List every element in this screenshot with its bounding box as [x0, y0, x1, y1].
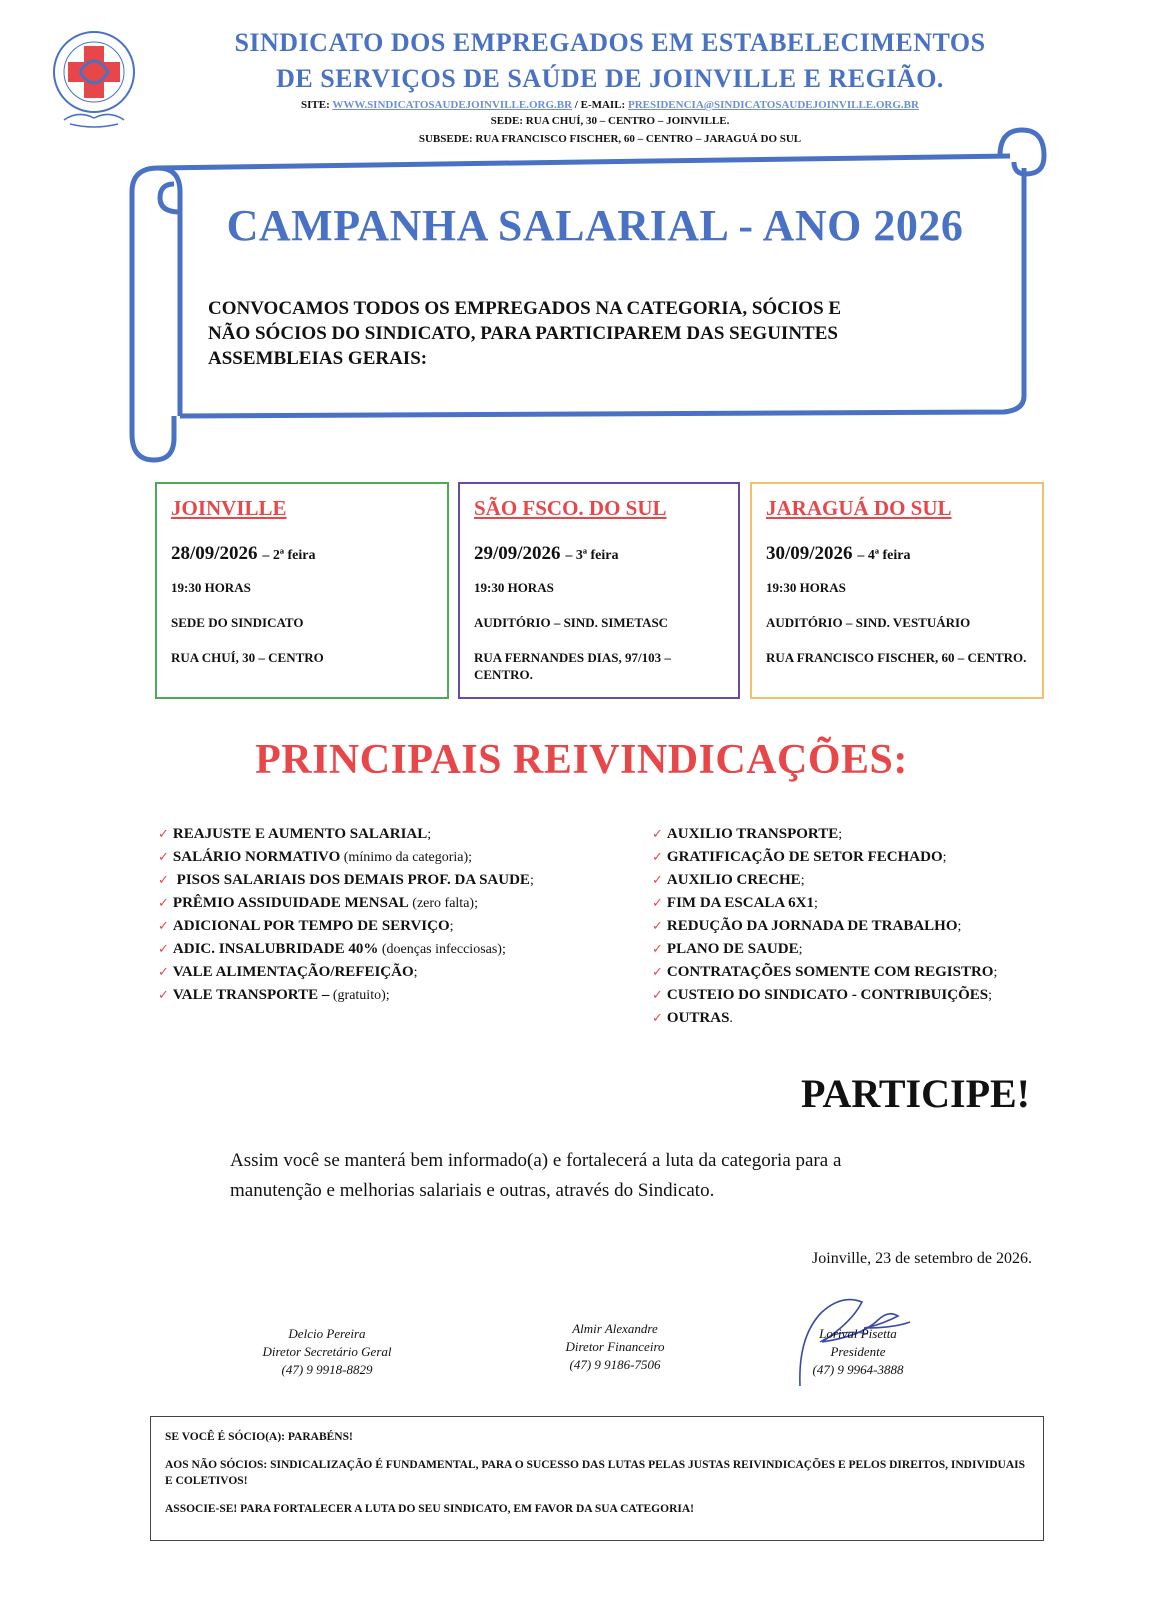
assembly-date: 28/09/2026 – 2ª feira — [171, 543, 316, 564]
claim-item — [652, 938, 997, 961]
notice-line: ASSOCIE-SE! PARA FORTALECER A LUTA DO SEU SINDICATO, EM FAVOR DA SUA CATEGORIA! — [165, 1503, 694, 1515]
email-label: / E-MAIL: — [574, 99, 626, 111]
signatory-name: Lorival Pisetta — [819, 1326, 897, 1341]
claim-note: ; — [988, 988, 992, 1003]
claim-text: GRATIFICAÇÃO DE SETOR FECHADO — [666, 849, 943, 865]
claim-item — [158, 938, 534, 961]
claim-text: VALE TRANSPORTE – — [172, 987, 330, 1003]
claim-note: ; — [427, 827, 432, 842]
claim-text: PRÊMIO ASSIDUIDADE MENSAL — [172, 895, 409, 911]
check-icon: ✓ — [652, 896, 663, 911]
check-icon: ✓ — [158, 827, 169, 842]
claim-item — [158, 961, 534, 984]
claims-list-left — [158, 823, 534, 1007]
claim-note: ; — [800, 873, 805, 888]
claim-text: VALE ALIMENTAÇÃO/REFEIÇÃO — [172, 964, 414, 980]
assembly-time: 19:30 HORAS — [474, 580, 554, 595]
claim-note: . — [729, 1011, 733, 1026]
closing-line: manutenção e melhorias salariais e outras, através do Sindicato. — [230, 1180, 715, 1201]
convocation-line: CONVOCAMOS TODOS OS EMPREGADOS NA CATEGORIA, SÓCIOS E — [208, 298, 842, 319]
assembly-card-joinville — [155, 482, 449, 699]
signatory-financial — [500, 1320, 730, 1374]
claim-text: OUTRAS — [666, 1010, 730, 1026]
claim-text: FIM DA ESCALA 6X1 — [666, 895, 815, 911]
assembly-venue: SEDE DO SINDICATO — [171, 615, 304, 630]
claims-list-right — [652, 823, 997, 1030]
claim-item — [158, 984, 534, 1007]
signatory-phone: (47) 9 9186-7506 — [569, 1357, 661, 1372]
claim-item — [158, 823, 534, 846]
claim-text: REDUÇÃO DA JORNADA DE TRABALHO — [666, 918, 958, 934]
assembly-city: JOINVILLE — [171, 496, 287, 520]
assembly-time: 19:30 HORAS — [766, 580, 846, 595]
claim-note: ; — [449, 919, 454, 934]
site-link[interactable]: WWW.SINDICATOSAUDEJOINVILLE.ORG.BR — [332, 99, 573, 111]
email-link[interactable]: PRESIDENCIA@SINDICATOSAUDEJOINVILLE.ORG.BR — [627, 99, 919, 111]
claim-note: (doenças infecciosas); — [378, 942, 506, 957]
check-icon: ✓ — [652, 827, 663, 842]
convocation-text — [208, 296, 988, 371]
claim-item — [652, 846, 997, 869]
claim-note: ; — [529, 873, 534, 888]
claim-text: PISOS SALARIAIS DOS DEMAIS PROF. DA SAUDE — [172, 872, 530, 888]
check-icon: ✓ — [158, 988, 169, 1003]
notice-line: AOS NÃO SÓCIOS: SINDICALIZAÇÃO É FUNDAMENTAL, PARA O SUCESSO DAS LUTAS PELAS JUSTAS REIVINDICAÇÕES E PELOS DIREITOS, INDIVIDUAIS E COLETIVOS! — [165, 1459, 1026, 1487]
assembly-venue: AUDITÓRIO – SIND. SIMETASC — [474, 615, 669, 630]
signatory-phone: (47) 9 9964-3888 — [812, 1362, 904, 1377]
assembly-card-sao-francisco-do-sul — [458, 482, 740, 699]
assembly-card-jaragua-do-sul — [750, 482, 1044, 699]
headquarters-address: SEDE: RUA CHUÍ, 30 – CENTRO – JOINVILLE. — [490, 115, 730, 127]
claim-note: ; — [814, 896, 818, 911]
claim-note: ; — [798, 942, 803, 957]
check-icon: ✓ — [652, 919, 663, 934]
signatory-president — [758, 1325, 958, 1379]
claim-item — [652, 961, 997, 984]
signatory-name: Almir Alexandre — [572, 1321, 658, 1336]
claim-item — [652, 869, 997, 892]
claim-note: ; — [993, 965, 998, 980]
check-icon: ✓ — [158, 942, 169, 957]
check-icon: ✓ — [652, 988, 663, 1003]
check-icon: ✓ — [158, 873, 169, 888]
closing-line: Assim você se manterá bem informado(a) e fortalecerá a luta da categoria para a — [230, 1150, 842, 1171]
claim-item — [652, 892, 997, 915]
assembly-city: SÃO FSCO. DO SUL — [474, 496, 667, 520]
check-icon: ✓ — [652, 850, 663, 865]
claim-text: CONTRATAÇÕES SOMENTE COM REGISTRO — [666, 964, 994, 980]
participate-heading: PARTICIPE! — [801, 1071, 1030, 1116]
claim-text: ADIC. INSALUBRIDADE 40% — [172, 941, 379, 957]
claim-note: ; — [413, 965, 418, 980]
assembly-venue: AUDITÓRIO – SIND. VESTUÁRIO — [766, 615, 971, 630]
assembly-date: 29/09/2026 – 3ª feira — [474, 543, 619, 564]
convocation-line: NÃO SÓCIOS DO SINDICATO, PARA PARTICIPAREM DAS SEGUINTES — [208, 323, 838, 344]
claim-note: ; — [942, 850, 947, 865]
check-icon: ✓ — [652, 1011, 663, 1026]
claim-note: ; — [838, 827, 843, 842]
claim-text: ADICIONAL POR TEMPO DE SERVIÇO — [172, 918, 450, 934]
claim-text: CUSTEIO DO SINDICATO - CONTRIBUIÇÕES — [666, 987, 989, 1003]
membership-notice — [150, 1416, 1044, 1541]
assembly-address: RUA FERNANDES DIAS, 97/103 – CENTRO. — [474, 650, 671, 682]
claim-item — [652, 915, 997, 938]
claim-text: REAJUSTE E AUMENTO SALARIAL — [172, 826, 428, 842]
claim-item — [158, 846, 534, 869]
check-icon: ✓ — [158, 850, 169, 865]
union-name-line-1: SINDICATO DOS EMPREGADOS EM ESTABELECIMENTOS — [234, 28, 986, 57]
check-icon: ✓ — [652, 873, 663, 888]
claim-note: ; — [957, 919, 962, 934]
assembly-address: RUA CHUÍ, 30 – CENTRO — [171, 650, 324, 665]
signatory-role: Presidente — [830, 1344, 886, 1359]
claim-item — [652, 1007, 997, 1030]
signatory-phone: (47) 9 9918-8829 — [281, 1362, 373, 1377]
campaign-title: CAMPANHA SALARIAL - ANO 2026 — [226, 201, 964, 250]
check-icon: ✓ — [652, 965, 663, 980]
check-icon: ✓ — [652, 942, 663, 957]
assembly-city: JARAGUÁ DO SUL — [766, 496, 952, 520]
place-date: Joinville, 23 de setembro de 2026. — [812, 1250, 1032, 1267]
claim-text: AUXILIO TRANSPORTE — [666, 826, 839, 842]
claim-item — [158, 869, 534, 892]
check-icon: ✓ — [158, 919, 169, 934]
check-icon: ✓ — [158, 896, 169, 911]
site-label: SITE: — [301, 99, 330, 111]
signatory-name: Delcio Pereira — [288, 1326, 366, 1341]
notice-line: SE VOCÊ É SÓCIO(A): PARABÉNS! — [165, 1431, 353, 1443]
assembly-address: RUA FRANCISCO FISCHER, 60 – CENTRO. — [766, 650, 1027, 665]
claim-text: SALÁRIO NORMATIVO — [172, 849, 341, 865]
signatory-secretary — [212, 1325, 442, 1379]
assembly-date: 30/09/2026 – 4ª feira — [766, 543, 911, 564]
branch-address: SUBSEDE: RUA FRANCISCO FISCHER, 60 – CENTRO – JARAGUÁ DO SUL — [418, 133, 802, 145]
convocation-line: ASSEMBLEIAS GERAIS: — [208, 348, 428, 369]
claim-note: (mínimo da categoria); — [340, 850, 473, 865]
claim-item — [652, 984, 997, 1007]
claim-text: PLANO DE SAUDE — [666, 941, 799, 957]
claim-item — [158, 915, 534, 938]
union-name-line-2: DE SERVIÇOS DE SAÚDE DE JOINVILLE E REGIÃO. — [276, 64, 944, 93]
contact-line — [150, 99, 1070, 111]
assembly-time: 19:30 HORAS — [171, 580, 251, 595]
check-icon: ✓ — [158, 965, 169, 980]
claim-note: (zero falta); — [408, 896, 478, 911]
claim-note: (gratuito); — [329, 988, 390, 1003]
claim-item — [158, 892, 534, 915]
signatory-role: Diretor Financeiro — [565, 1339, 665, 1354]
claim-item — [652, 823, 997, 846]
closing-text — [230, 1146, 1030, 1206]
signatory-role: Diretor Secretário Geral — [262, 1344, 392, 1359]
claim-text: AUXILIO CRECHE — [666, 872, 801, 888]
claims-title: PRINCIPAIS REIVINDICAÇÕES: — [255, 737, 908, 783]
